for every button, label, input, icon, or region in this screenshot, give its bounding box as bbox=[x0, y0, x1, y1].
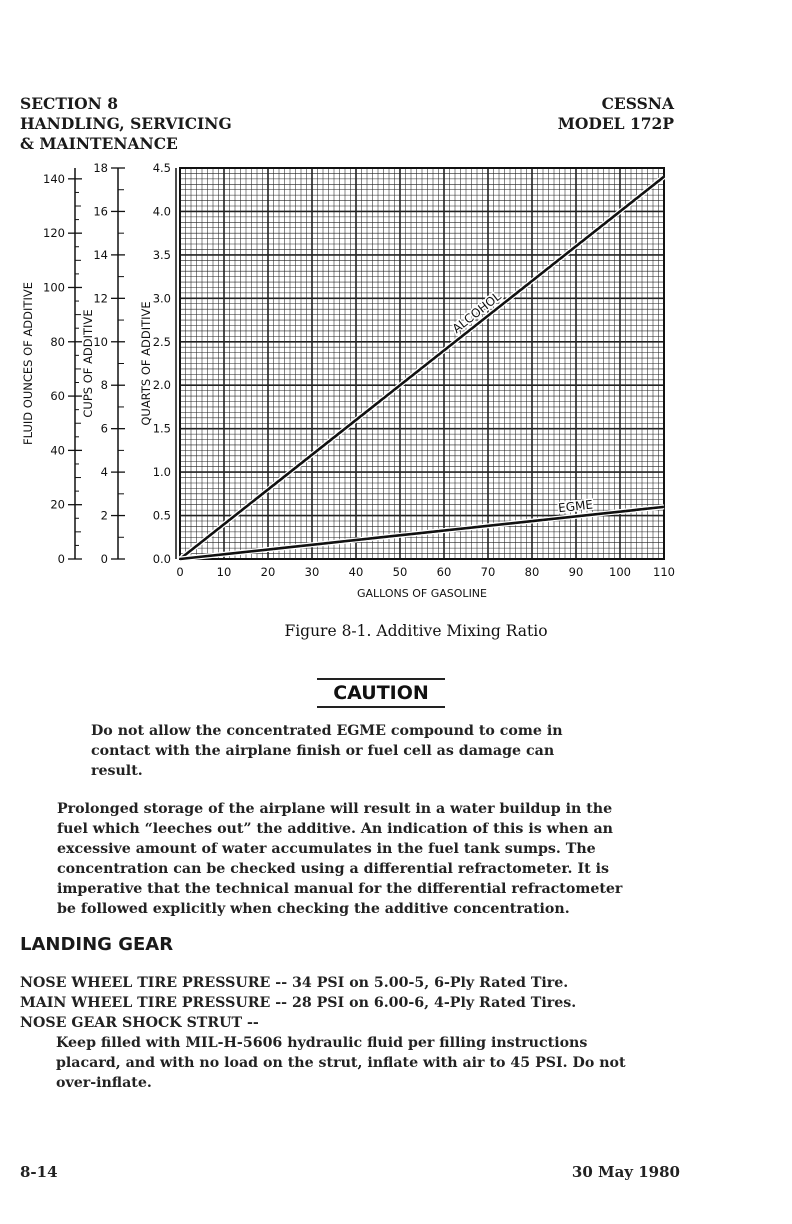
paragraph-line: fuel which “leeches out” the additive. An indication of this is when an bbox=[57, 821, 613, 837]
y-tick-label: 0 bbox=[100, 552, 108, 566]
nose-tire-line: NOSE WHEEL TIRE PRESSURE -- 34 PSI on 5.00-5, 6-Ply Rated Tire. bbox=[20, 975, 569, 991]
x-tick-label: 80 bbox=[524, 565, 540, 579]
y-tick-label: 60 bbox=[50, 389, 65, 404]
landing-gear-title: LANDING GEAR bbox=[20, 934, 174, 955]
y-tick-label: 2.0 bbox=[152, 378, 171, 393]
series-label-alcohol: ALCOHOL bbox=[449, 289, 504, 336]
header-section: SECTION 8 bbox=[20, 94, 118, 113]
y-tick-label: 4.5 bbox=[152, 161, 171, 175]
y-tick-label: 140 bbox=[43, 171, 65, 186]
series-label-egme: EGME bbox=[557, 497, 594, 516]
y-axis-title: CUPS OF ADDITIVE bbox=[81, 309, 95, 418]
x-tick-label: 100 bbox=[609, 565, 631, 579]
header-section-title: HANDLING, SERVICING bbox=[20, 114, 232, 133]
paragraph-line: concentration can be checked using a differential refractometer. It is bbox=[57, 861, 609, 877]
x-tick-label: 110 bbox=[653, 565, 675, 579]
caution-line: contact with the airplane finish or fuel cell as damage can bbox=[91, 743, 555, 759]
x-tick-label: 0 bbox=[176, 565, 184, 579]
page-date: 30 May 1980 bbox=[571, 1163, 680, 1181]
x-tick-label: 40 bbox=[348, 565, 364, 579]
y-tick-label: 16 bbox=[93, 204, 108, 219]
additive-mixing-chart bbox=[0, 160, 792, 610]
y-tick-label: 40 bbox=[50, 443, 65, 458]
storage-paragraph bbox=[57, 799, 697, 919]
y-tick-label: 100 bbox=[43, 280, 65, 295]
y-tick-label: 4 bbox=[100, 465, 108, 480]
y-tick-label: 80 bbox=[50, 334, 65, 349]
y-tick-label: 20 bbox=[50, 497, 65, 512]
paragraph-line: imperative that the technical manual for the differential refractometer bbox=[57, 881, 623, 897]
y-tick-label: 0.0 bbox=[152, 552, 171, 566]
strut-instruction-line: placard, and with no load on the strut, inflate with air to 45 PSI. Do not bbox=[56, 1055, 626, 1071]
y-tick-label: 8 bbox=[100, 378, 108, 393]
x-tick-label: 20 bbox=[260, 565, 276, 579]
y-tick-label: 2 bbox=[100, 508, 108, 523]
strut-instruction-line: Keep filled with MIL-H-5606 hydraulic fluid per filling instructions bbox=[56, 1035, 588, 1051]
y-tick-label: 1.0 bbox=[152, 465, 171, 480]
y-tick-label: 1.5 bbox=[152, 421, 171, 436]
main-tire-line: MAIN WHEEL TIRE PRESSURE -- 28 PSI on 6.00-6, 4-Ply Rated Tires. bbox=[20, 995, 577, 1011]
caution-heading: CAUTION bbox=[317, 678, 445, 708]
x-tick-label: 50 bbox=[392, 565, 408, 579]
header-section-subtitle: & MAINTENANCE bbox=[20, 134, 178, 153]
y-tick-label: 12 bbox=[93, 291, 108, 306]
y-axis-title: FLUID OUNCES OF ADDITIVE bbox=[21, 282, 35, 445]
y-tick-label: 0.5 bbox=[152, 508, 171, 523]
y-tick-label: 4.0 bbox=[152, 204, 171, 219]
y-tick-label: 3.0 bbox=[152, 291, 171, 306]
header-model: MODEL 172P bbox=[557, 114, 674, 133]
header-left bbox=[20, 94, 232, 154]
x-axis-label: GALLONS OF GASOLINE bbox=[356, 587, 488, 600]
header-right bbox=[558, 94, 674, 134]
y-tick-label: 120 bbox=[43, 226, 65, 241]
landing-gear-text bbox=[20, 973, 720, 1093]
y-tick-label: 10 bbox=[93, 334, 108, 349]
x-tick-label: 90 bbox=[568, 565, 584, 579]
y-tick-label: 18 bbox=[93, 161, 108, 175]
figure-caption: Figure 8-1. Additive Mixing Ratio bbox=[284, 622, 548, 640]
y-axis-title: QUARTS OF ADDITIVE bbox=[139, 301, 153, 426]
strut-instruction-line: over-inflate. bbox=[56, 1075, 152, 1091]
caution-line: result. bbox=[91, 763, 143, 779]
x-tick-label: 30 bbox=[304, 565, 320, 579]
x-tick-label: 10 bbox=[216, 565, 232, 579]
y-tick-label: 6 bbox=[100, 421, 108, 436]
caution-text bbox=[91, 721, 651, 781]
y-tick-label: 3.5 bbox=[152, 247, 171, 262]
y-tick-label: 14 bbox=[93, 247, 108, 262]
paragraph-line: excessive amount of water accumulates in the fuel tank sumps. The bbox=[57, 841, 596, 857]
paragraph-line: Prolonged storage of the airplane will result in a water buildup in the bbox=[57, 801, 613, 817]
page-number: 8-14 bbox=[20, 1163, 58, 1181]
caution-line: Do not allow the concentrated EGME compound to come in bbox=[91, 723, 563, 739]
y-tick-label: 2.5 bbox=[152, 334, 171, 349]
x-tick-label: 70 bbox=[480, 565, 496, 579]
y-tick-label: 0 bbox=[57, 552, 65, 566]
caution-heading-wrap bbox=[0, 678, 792, 708]
paragraph-line: be followed explicitly when checking the additive concentration. bbox=[57, 901, 570, 917]
x-tick-label: 60 bbox=[436, 565, 452, 579]
strut-line: NOSE GEAR SHOCK STRUT -- bbox=[20, 1015, 259, 1031]
header-brand: CESSNA bbox=[601, 94, 674, 113]
